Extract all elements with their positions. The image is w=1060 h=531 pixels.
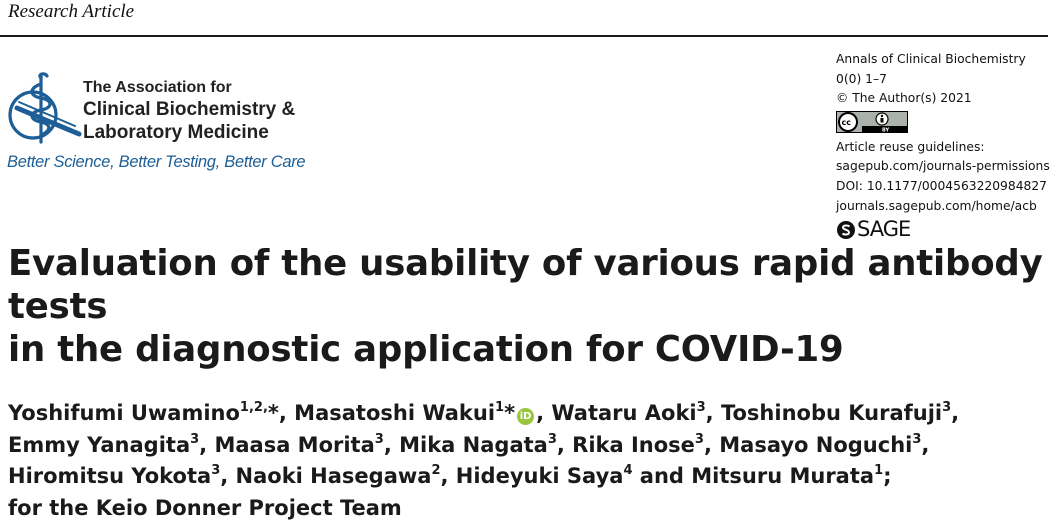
author-name: Masatoshi Wakui	[294, 401, 496, 425]
affiliation-sup: 3	[696, 400, 706, 415]
affiliation-sup: 3	[912, 431, 922, 447]
affiliation-sup: 3	[694, 431, 704, 447]
journal-home-link[interactable]: journals.sagepub.com/home/acb	[836, 198, 1037, 213]
journal-issue: 0(0) 1–7	[836, 71, 887, 86]
sage-s-icon	[836, 220, 856, 240]
affiliation-sup: 1	[874, 463, 884, 478]
affiliation-sup: 3	[211, 463, 221, 478]
article-type-label: Research Article	[8, 1, 135, 22]
author-name: Hiromitsu Yokota	[8, 464, 212, 488]
society-logo	[5, 70, 345, 180]
author-name: and Mitsuru Murata	[632, 464, 875, 488]
author-name: , Wataru Aoki	[536, 401, 697, 425]
society-name-line1: The Association for	[83, 79, 232, 96]
header-divider	[0, 35, 1048, 37]
article-title	[8, 242, 1058, 371]
affiliation-sup: 1,2,	[239, 400, 268, 415]
svg-text:BY: BY	[882, 127, 890, 133]
journal-name: Annals of Clinical Biochemistry	[836, 52, 1026, 66]
article-title-line1: Evaluation of the usability of various rapid antibody tests	[8, 243, 1043, 327]
author-list: Yoshifumi Uwamino$^{1,2,}$*, Masatoshi Wakui$^1$* iD , Wataru Aoki$^3$, Toshinobu Kurafuji$^3$, Emmy Yanagita$^3$, Maasa Morita$^3$, Mika Nagata$^3$, Rika Inose$^3$, Masayo Noguchi$^3$, Hiromitsu Yokota$^3$, Naoki Hasegawa$^2$, Hideyuki Saya$^4$ and Mitsuru Murata$^1$; for the Keio Donner Project Team	[8, 400, 960, 520]
society-name-line3: Laboratory Medicine	[83, 122, 269, 143]
author-name: , Maasa Morita	[199, 432, 375, 457]
affiliation-sup: 3	[547, 431, 557, 447]
author-name: , Rika Inose	[556, 432, 695, 457]
author-name: , Toshinobu Kurafuji	[705, 401, 943, 425]
society-name	[83, 78, 295, 144]
corresponding-mark: *,	[267, 401, 295, 425]
journal-info	[836, 50, 1056, 240]
orcid-icon[interactable]: iD	[517, 408, 534, 425]
reuse-guidelines-label: Article reuse guidelines:	[836, 139, 985, 154]
cc-by-icon[interactable]	[836, 111, 908, 133]
doi-text[interactable]: DOI: 10.1177/0004563220984827	[836, 178, 1047, 193]
publisher-name: SAGE	[857, 217, 911, 242]
copyright-notice: © The Author(s) 2021	[836, 91, 972, 106]
permissions-link[interactable]: sagepub.com/journals-permissions	[836, 159, 1050, 174]
author-name: Yoshifumi Uwamino	[8, 401, 240, 425]
author-name: Emmy Yanagita	[8, 432, 191, 457]
rod-of-asclepius-icon	[5, 70, 83, 150]
corresponding-mark: *	[504, 401, 516, 425]
svg-text:cc: cc	[841, 117, 851, 127]
society-tagline: Better Science, Better Testing, Better Care	[7, 153, 306, 171]
author-name: , Masayo Noguchi	[703, 432, 913, 457]
author-list-terminator: ;	[883, 464, 892, 488]
author-name: , Hideyuki Saya	[440, 464, 624, 488]
affiliation-sup: 4	[623, 463, 633, 478]
affiliation-sup: 3	[374, 431, 384, 447]
article-title-line2: in the diagnostic application for COVID-19	[8, 329, 844, 370]
society-name-line2: Clinical Biochemistry &	[83, 99, 296, 120]
affiliation-sup: 2	[431, 463, 441, 478]
affiliation-sup: 3	[942, 400, 952, 415]
author-name: , Naoki Hasegawa	[220, 464, 432, 488]
affiliation-sup: 3	[190, 431, 200, 447]
author-name: , Mika Nagata	[383, 432, 548, 457]
affiliation-sup: 1	[495, 400, 505, 415]
publisher-logo	[836, 217, 1056, 242]
author-group: for the Keio Donner Project Team	[8, 495, 402, 520]
